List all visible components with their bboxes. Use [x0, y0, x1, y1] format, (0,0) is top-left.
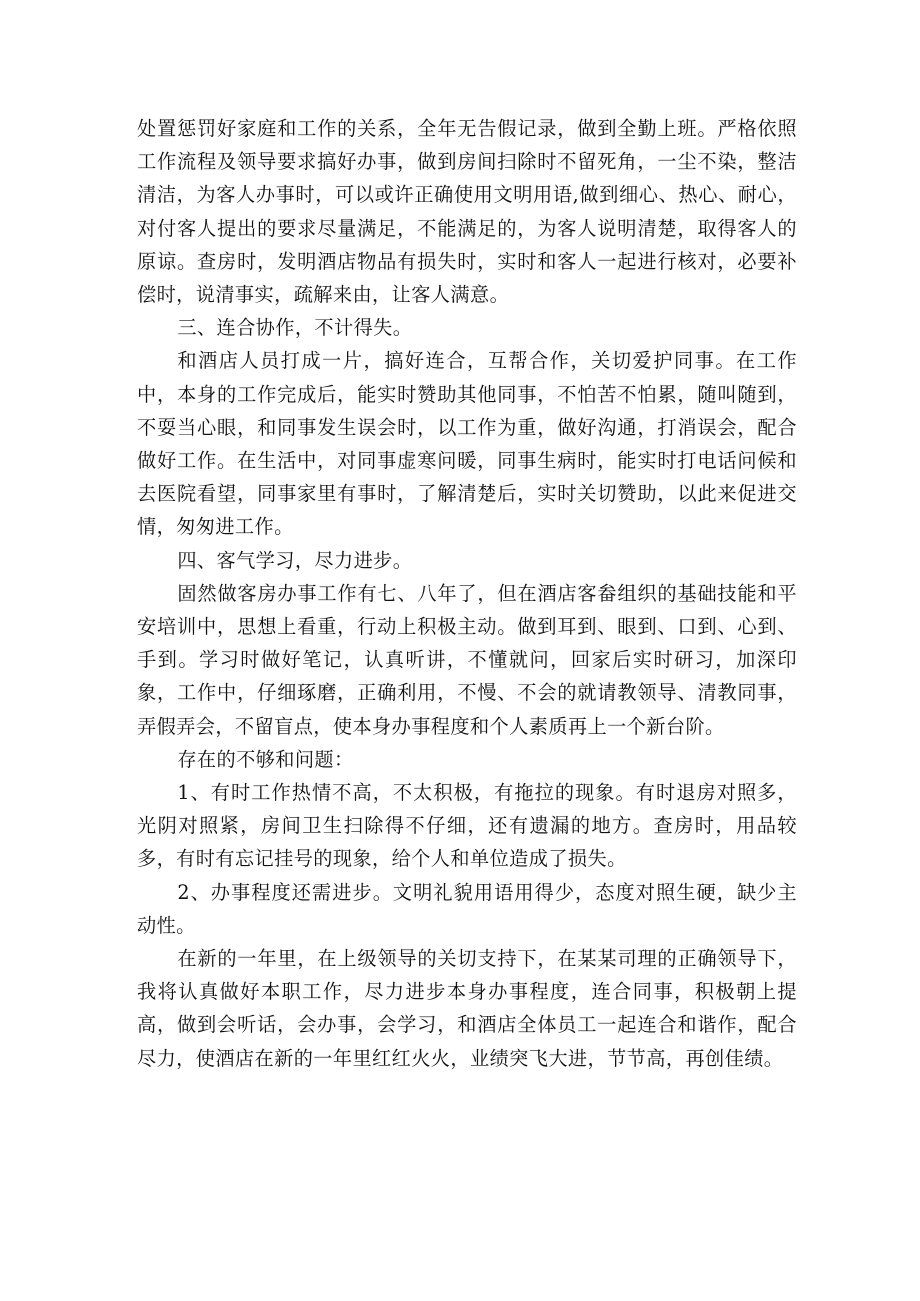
paragraph-conduct-continued: 处置惩罚好家庭和工作的关系，全年无告假记录，做到全勤上班。严格依照工作流程及领导要求搞好办事，做到房间扫除时不留死角，一尘不染，整洁清洁，为客人办事时，可以或许正确使用文明用语,做到细心、热心、耐心，对付客人提出的要求尽量满足，不能满足的，为客人说明清楚，取得客人的原谅。查房时，发明酒店物品有损失时，实时和客人一起进行核对，必要补偿时，说清事实，疏解来由，让客人满意。 — [137, 117, 797, 307]
section-heading-shortcomings: 存在的不够和问题： — [177, 747, 354, 771]
section-heading-teamwork: 三、连合协作，不计得失。 — [177, 316, 413, 340]
paragraph-learning: 固然做客房办事工作有七、八年了，但在酒店客畚组织的基础技能和平安培训中，思想上看重，行动上积极主动。做到耳到、眼到、口到、心到、手到。学习时做好笔记，认真听讲，不懂就问，回家后实时研习，加深印象，工作中，仔细琢磨，正确利用，不慢、不会的就请教领导、清教同事，弄假弄会，不留盲点，使本身办事程度和个人素质再上一个新台阶。 — [137, 581, 797, 738]
document-page — [137, 112, 797, 1075]
paragraph-new-year-plan: 在新的一年里，在上级领导的关切支持下，在某某司理的正确领导下，我将认真做好本职工作，尽力进步本身办事程度，连合同事，积极朝上提高，做到会听话，会办事，会学习，和酒店全体员工一起连合和谐作，配合尽力，使酒店在新的一年里红红火火，业绩突飞大进，节节高，再创佳绩。 — [137, 947, 797, 1070]
section-heading-learning: 四、客气学习，尽力进步。 — [177, 548, 413, 572]
paragraph-shortcoming-2: 2、办事程度还需进步。文明礼貌用语用得少，态度对照生硬，缺少主动性。 — [137, 880, 797, 937]
paragraph-teamwork: 和酒店人员打成一片，搞好连合，互帮合作，关切爱护同事。在工作中，本身的工作完成后，能实时赞助其他同事，不怕苦不怕累，随叫随到，不耍当心眼，和同事发生误会时，以工作为重，做好沟通，打消误会，配合做好工作。在生活中，对同事虚寒问暖，同事生病时，能实时打电话问候和去医院看望，同事家里有事时，了解清楚后，实时关切赞助，以此来促进交情，匆匆进工作。 — [137, 349, 797, 539]
paragraph-shortcoming-1: 1、有时工作热情不高，不太积极，有拖拉的现象。有时退房对照多，光阴对照紧，房间卫生扫除得不仔细，还有遗漏的地方。查房时，用品较多，有时有忘记挂号的现象，给个人和单位造成了损失。 — [137, 781, 797, 871]
